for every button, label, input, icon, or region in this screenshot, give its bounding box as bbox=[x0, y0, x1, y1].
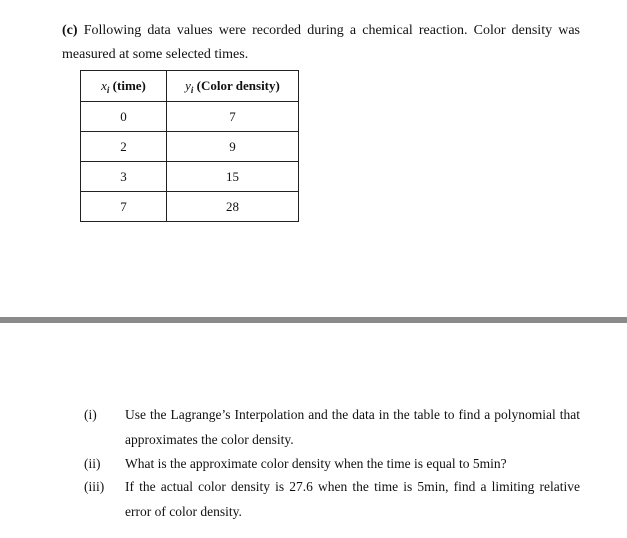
table-row bbox=[81, 192, 299, 222]
question-number: (i) bbox=[84, 407, 97, 422]
table-row bbox=[81, 132, 299, 162]
question-number: (iii) bbox=[84, 479, 105, 494]
cell-time: 7 bbox=[81, 192, 167, 222]
section-divider bbox=[0, 317, 627, 323]
question-text: What is the approximate color density when the time is equal to 5min? bbox=[125, 456, 507, 471]
table-header-row bbox=[81, 71, 299, 102]
cell-density: 28 bbox=[167, 192, 299, 222]
intro-line-2: measured at some selected times. bbox=[62, 47, 249, 62]
cell-density: 9 bbox=[167, 132, 299, 162]
problem-intro bbox=[62, 19, 580, 67]
cell-time: 0 bbox=[81, 102, 167, 132]
question-number: (ii) bbox=[84, 456, 101, 471]
table-row bbox=[81, 102, 299, 132]
intro-line-1 bbox=[62, 19, 580, 43]
cell-density: 7 bbox=[167, 102, 299, 132]
question-text: If the actual color density is 27.6 when the time is 5min, find a limiting relative error of color density. bbox=[125, 479, 580, 519]
intro-text-1: Following data values were recorded during a chemical reaction. Color density was bbox=[83, 23, 580, 38]
data-table bbox=[80, 70, 299, 222]
part-label: (c) bbox=[62, 23, 78, 38]
cell-time: 3 bbox=[81, 162, 167, 192]
header-time: $x_i$ (time) bbox=[81, 71, 167, 102]
question-item bbox=[84, 474, 584, 524]
cell-time: 2 bbox=[81, 132, 167, 162]
table-row bbox=[81, 162, 299, 192]
question-item bbox=[84, 402, 584, 452]
question-item bbox=[84, 451, 584, 476]
cell-density: 15 bbox=[167, 162, 299, 192]
question-text: Use the Lagrange’s Interpolation and the data in the table to find a polynomial that approximates the color density. bbox=[125, 407, 580, 447]
header-color-density: $y_i$ (Color density) bbox=[167, 71, 299, 102]
